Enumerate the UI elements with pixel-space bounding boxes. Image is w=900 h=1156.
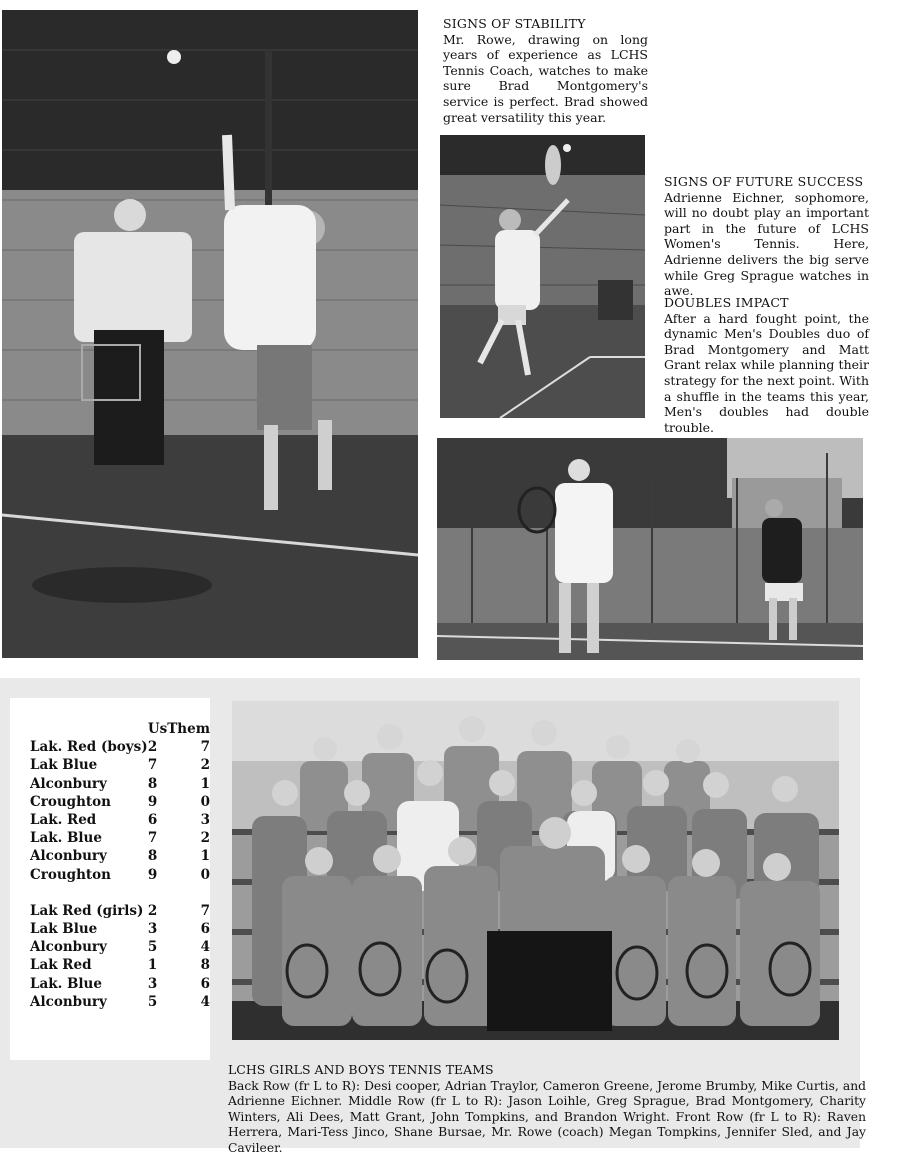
photo-team-group [232,701,839,1040]
table-row: Lak Red (girls) 2 7 [30,902,210,919]
scores-table [30,720,210,1011]
caption-text: Mr. Rowe, drawing on long years of experience as LCHS Tennis Coach, watches to make sure Brad Montgomery's service is perfect. Brad showed great versatility this year. [443,31,648,125]
photo-adrienne-serve [440,135,645,418]
table-row: Lak. Blue 3 6 [30,975,210,992]
header-us: Us [147,721,168,738]
caption-heading: DOUBLES IMPACT [664,295,789,310]
caption-team-photo [228,1062,866,1156]
photo-doubles-duo [437,438,863,660]
table-row: Croughton 9 0 [30,793,210,810]
table-row: Alconbury 5 4 [30,993,210,1010]
caption-text: After a hard fought point, the dynamic Men's Doubles duo of Brad Montgomery and Matt Grant relax while planning their strategy for the next point. With a shuffle in the teams this year, Men's doubles had double trouble. [664,310,869,435]
caption-doubles-impact [664,295,869,435]
photo-coach-and-server [2,10,418,658]
scores-box [10,698,210,1060]
header-them: Them [167,721,210,738]
scores-header-row [30,720,210,738]
caption-text: Adrienne Eichner, sophomore, will no doubt play an important part in the future of LCHS Women's Tennis. Here, Adrienne delivers the big serve while Greg Sprague watches in awe. [664,189,869,299]
caption-heading: SIGNS OF FUTURE SUCCESS [664,174,864,189]
table-row: Lak Red 1 8 [30,957,210,974]
table-row: Lak. Red (boys) 2 7 [30,739,210,756]
caption-text: Back Row (fr L to R): Desi cooper, Adrian Traylor, Cameron Greene, Jerome Brumby, Mike Curtis, and Adrienne Eichner. Middle Row (fr L to R): Jason Loihle, Greg Sprague, Brad Montgomery, Charity Winters, Ali Dees, Matt Grant, John Tompkins, and Brandon Wright. Front Row (fr L to R): Raven Herrera, Mari-Tess Jinco, Shane Bursae, Mr. Rowe (coach) Megan Tompkins, Jennifer Sled, and Jay Cavileer. [228,1078,866,1155]
table-row: Lak. Red 6 3 [30,812,210,829]
caption-signs-of-future-success [664,174,869,299]
table-row: Alconbury 5 4 [30,939,210,956]
caption-heading: SIGNS OF STABILITY [443,16,586,31]
table-row: Lak. Blue 7 2 [30,830,210,847]
table-row: Lak Blue 3 6 [30,920,210,937]
table-row: Alconbury 8 1 [30,775,210,792]
caption-signs-of-stability [443,16,648,125]
table-row: Lak Blue 7 2 [30,757,210,774]
table-gap [30,884,210,902]
caption-heading: LCHS GIRLS AND BOYS TENNIS TEAMS [228,1062,494,1077]
table-row: Croughton 9 0 [30,866,210,883]
table-row: Alconbury 8 1 [30,848,210,865]
